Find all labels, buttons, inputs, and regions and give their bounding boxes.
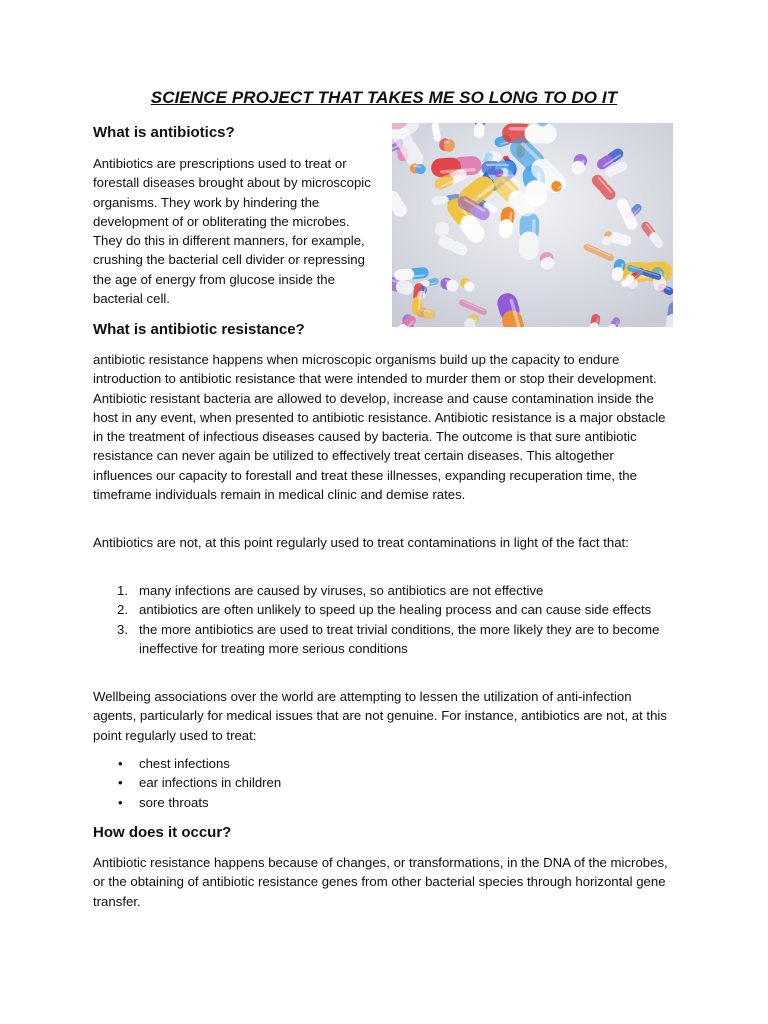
list-item-text: ear infections in children — [139, 775, 282, 791]
list-number: 3. — [117, 621, 128, 637]
capsule — [519, 213, 539, 261]
list-number: 1. — [117, 583, 128, 598]
heading-how-does-it-occur: How does it occur? — [93, 824, 232, 841]
occurrence-paragraph: Antibiotic resistance happens because of changes, or transformations, in the DNA of the microbes, or the obtaining of antibiotic resistance genes from other bacterial species through horizontal gene transfer. — [93, 855, 668, 909]
list-item-text: chest infections — [139, 756, 230, 771]
list-item — [93, 773, 675, 792]
pills-illustration — [392, 123, 673, 327]
list-intro-paragraph: Antibiotics are not, at this point regularly used to treat contaminations in light of the fact that: — [93, 535, 629, 550]
antibiotics-paragraph: Antibiotics are prescriptions used to treat or forestall diseases brought about by microscopic organisms. They work by hindering the development of or obliterating the microbes. They do this in different manners, for example, crushing the bacterial cell divider or repressing the age of energy from glucose inside the bacterial cell. — [93, 156, 371, 307]
list-item — [93, 754, 675, 773]
reasons-list — [93, 581, 675, 658]
bullet: • — [118, 794, 123, 810]
list-item — [93, 793, 675, 812]
list-number: 2. — [117, 602, 128, 618]
list-item-text: sore throats — [139, 794, 209, 810]
capsule — [502, 123, 557, 143]
list-item — [93, 620, 675, 659]
pills-photo — [392, 123, 673, 327]
list-item-text: many infections are caused by viruses, so antibiotics are not effective — [139, 583, 544, 598]
wellbeing-paragraph: Wellbeing associations over the world are attempting to lessen the utilization of anti-infection agents, particularly for medical issues that are not genuine. For instance, antibiotics are not, at this point regularly used to treat: — [93, 689, 667, 743]
heading-what-is-antibiotic-resistance: What is antibiotic resistance? — [93, 321, 305, 338]
capsule — [435, 222, 449, 237]
conditions-list — [93, 754, 675, 812]
resistance-paragraph: antibiotic resistance happens when microscopic organisms build up the capacity to endure introduction to antibiotic resistance that were intended to murder them or stop their development. Antibiotic resistant bacteria are allowed to develop, increase and cause contamination inside the host in any event, when presented to antibiotic resistance. Antibiotic resistance is a major obstacle in the treatment of infectious diseases caused by bacteria. The outcome is that sure antibiotic resistance can never again be utilized to effectively treat certain diseases. This altogether influences our capacity to forestall and treat these illnesses, expanding recuperation time, the timeframe individuals remain in medical clinic and demise rates. — [93, 352, 666, 503]
document-title: SCIENCE PROJECT THAT TAKES ME SO LONG TO DO IT — [150, 88, 618, 107]
list-item — [93, 581, 675, 600]
list-item — [93, 600, 675, 619]
bullet: • — [118, 756, 123, 771]
heading-what-is-antibiotics: What is antibiotics? — [93, 124, 235, 141]
list-item-text: the more antibiotics are used to treat trivial conditions, the more likely they are to become ineffective for treating more serious conditions — [139, 621, 660, 656]
bullet: • — [118, 775, 123, 791]
list-item-text: antibiotics are often unlikely to speed up the healing process and can cause side effects — [139, 602, 652, 618]
